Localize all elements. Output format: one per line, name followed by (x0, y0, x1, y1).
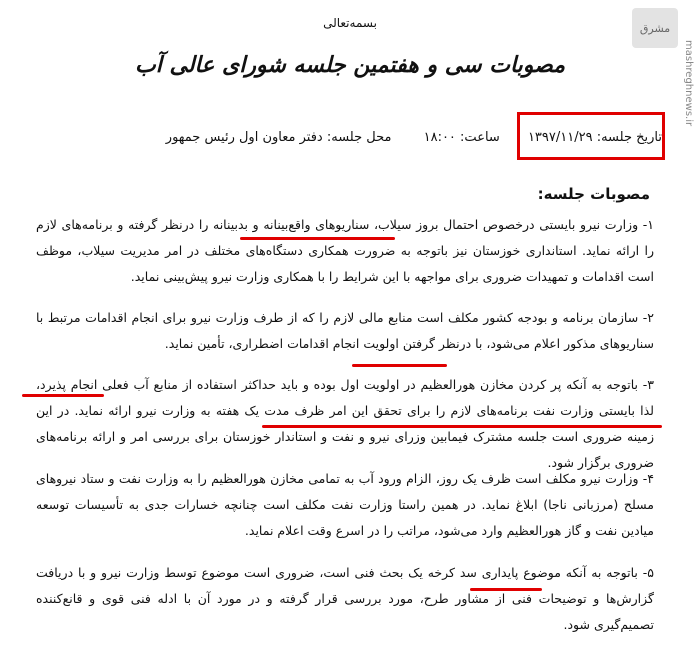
resolution-1: ۱- وزارت نیرو بایستی درخصوص احتمال بروز سیلاب، سناریوهای واقع‌بینانه و بدبینانه را درنظر گرفته و برنامه‌های لازم را ارائه نماید. استانداری خوزستان نیز باتوجه به ضرورت همکاری دستگاه‌های مختلف در امر مدیریت سیلاب، موظف است اقدامات و تمهیدات ضروری برای مواجهه با این شرایط را با همکاری وزارت نیرو پیش‌بینی نماید. (36, 217, 654, 284)
resolution-2: ۲- سازمان برنامه و بودجه کشور مکلف است منابع مالی لازم را که از طرف وزارت نیرو برای انجام اقدامات مرتبط با سناریوهای مذکور اعلام می‌شود، با درنظر گرفتن اولویت انجام اقدامات اضطراری، تأمین نماید. (36, 310, 654, 351)
logo-text: مشرق (639, 21, 671, 35)
meeting-date: تاریخ جلسه: ۱۳۹۷/۱۱/۲۹ (527, 130, 662, 145)
underline-plans (262, 425, 662, 428)
underline-scenarios (240, 237, 395, 240)
section-title: مصوبات جلسه: (537, 185, 650, 203)
underline-karkheh (470, 588, 542, 591)
resolution-5: ۵- باتوجه به آنکه موضوع پایداری سد کرخه یک بحث فنی است، ضروری است موضوع توسط وزارت نیرو و با دریافت گزارش‌ها و توضیحات فنی از مشاور طرح، مورد بررسی قرار گرفته و در مورد آن با ادله فنی قوی و قانع‌کننده تصمیم‌گیری شود. (36, 565, 654, 632)
basmala: بسمه‌تعالی (323, 16, 377, 30)
document-title: مصوبات سی و هفتمین جلسه شورای عالی آب (135, 52, 565, 78)
underline-oil-ministry (22, 394, 104, 397)
meeting-place: محل جلسه: دفتر معاون اول رئیس جمهور (165, 130, 392, 145)
resolution-4: ۴- وزارت نیرو مکلف است ظرف یک روز، الزام ورود آب به تمامی مخازن هورالعظیم را به وزارت نفت و ستاد نیروهای مسلح (مرزبانی ناجا) ابلاغ نماید. در همین راستا وزارت نفت مکلف است چنانچه خسارات جدی به تأسیسات توسعه میادین نفت و گاز هورالعظیم وارد می‌شود، مراتب را در اسرع وقت اعلام نماید. (36, 471, 654, 538)
underline-emergency (352, 364, 447, 367)
date-highlight-box (517, 112, 665, 160)
resolution-3: ۳- باتوجه به آنکه پر کردن مخازن هورالعظیم در اولویت اول بوده و باید حداکثر استفاده از منابع آب فعلی انجام پذیرد، لذا بایستی وزارت نفت برنامه‌های لازم را برای تحقق این امر ظرف مدت یک هفته به وزارت نیرو ارائه نماید. در این زمینه ضروری است جلسه مشترک فیمابین وزرای نیرو و نفت و استاندار خوزستان برای بررسی امر و ارائه برنامه‌های ضروری برگزار شود. (36, 377, 654, 470)
meeting-time: ساعت: ۱۸:۰۰ (423, 130, 500, 145)
watermark: mashreghnews.ir (683, 40, 694, 127)
